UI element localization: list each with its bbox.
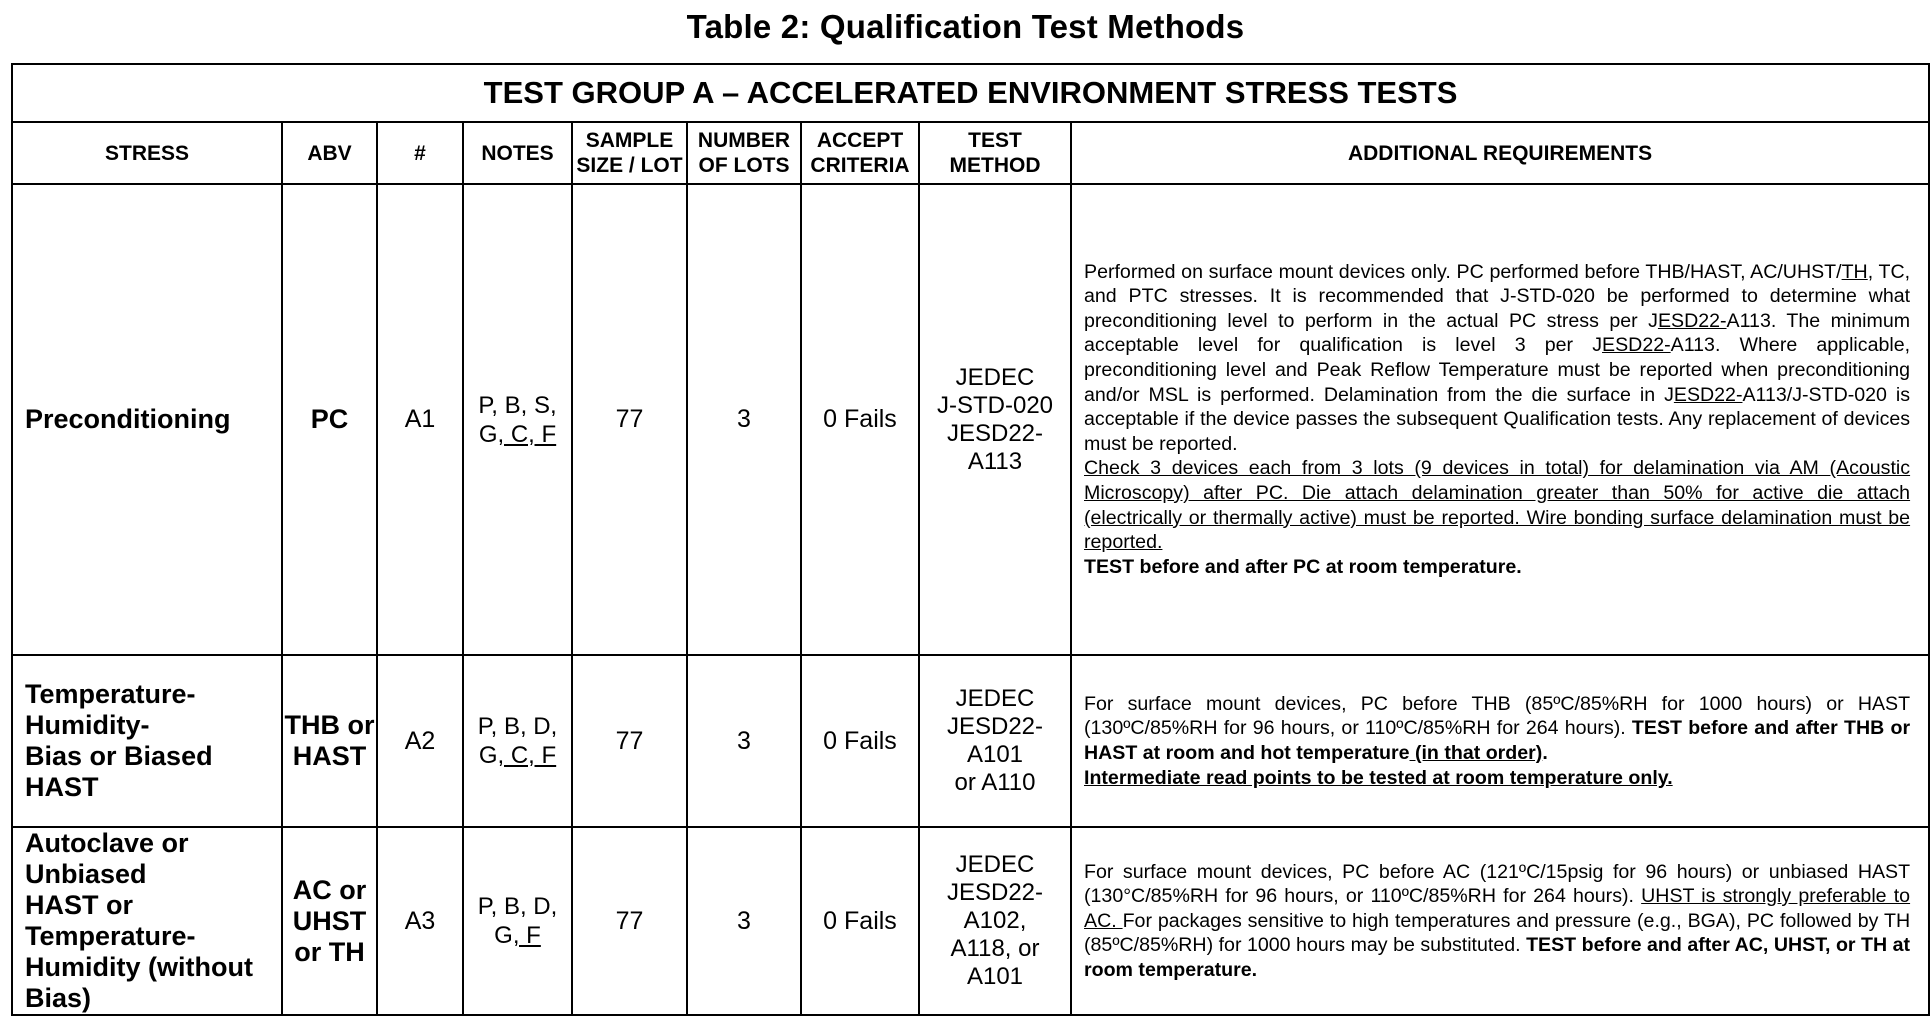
notes-underlined: , C, F bbox=[497, 420, 557, 448]
req-text: For packages sensitive to high temperatures and pressure (e.g., BGA), PC followed by TH (85ºC/85%RH) for 1000 hours may be substituted. bbox=[1084, 909, 1911, 957]
req-text: , TC, and PTC stresses. It is recommended that J-STD-020 be performed to determine what preconditioning level to perform in the actual PC stress per J bbox=[1084, 260, 1911, 332]
sample-size-cell: 77 bbox=[572, 827, 687, 1015]
req-text-underlined: UHST is strongly preferable to AC. bbox=[1084, 885, 1911, 932]
requirements-paragraph bbox=[1084, 692, 1910, 766]
stress-cell: Temperature-Humidity- Bias or Biased HAST bbox=[12, 655, 282, 827]
lots-cell: 3 bbox=[687, 655, 801, 827]
lots-cell: 3 bbox=[687, 827, 801, 1015]
header-test-method: TEST METHOD bbox=[919, 122, 1071, 184]
req-text: A113. The minimum acceptable level for qualification is level 3 per J bbox=[1084, 309, 1911, 357]
table-caption: Table 2: Qualification Test Methods bbox=[686, 8, 1245, 45]
req-text-underlined: TH bbox=[1841, 260, 1868, 283]
req-text: Performed on surface mount devices only. PC performed before THB/HAST, AC/UHST/ bbox=[1084, 260, 1842, 283]
abv-cell: AC or UHST or TH bbox=[282, 827, 377, 1015]
header-abv: ABV bbox=[282, 122, 377, 184]
requirements-paragraph bbox=[1084, 260, 1910, 457]
table-row bbox=[12, 655, 1929, 827]
notes-line: G bbox=[494, 922, 513, 949]
stress-cell: Autoclave or Unbiased HAST or Temperature- Humidity (without Bias) bbox=[12, 827, 282, 1015]
test-number-cell: A3 bbox=[377, 827, 463, 1015]
header-sample-size: SAMPLE SIZE / LOT bbox=[572, 122, 687, 184]
group-title-row bbox=[12, 64, 1929, 122]
req-text-bold: TEST before and after AC, UHST, or TH at room temperature. bbox=[1084, 934, 1911, 981]
test-number-cell: A2 bbox=[377, 655, 463, 827]
table-row bbox=[12, 184, 1929, 655]
abv-cell: PC bbox=[282, 184, 377, 655]
requirements-paragraph bbox=[1084, 860, 1910, 983]
test-method-cell: JEDEC JESD22-A101 or A110 bbox=[919, 655, 1071, 827]
test-method-cell: JEDEC JESD22-A102, A118, or A101 bbox=[919, 827, 1071, 1015]
header-accept-criteria: ACCEPT CRITERIA bbox=[801, 122, 919, 184]
notes-cell bbox=[463, 184, 572, 655]
notes-line: P, B, D, bbox=[477, 713, 558, 740]
req-text-bold: . bbox=[1542, 742, 1548, 764]
req-text-underlined: ESD22- bbox=[1602, 334, 1671, 357]
table-row bbox=[12, 827, 1929, 1015]
req-text-bold: TEST before and after THB or HAST at room and hot temperature bbox=[1084, 717, 1911, 764]
req-text-underlined: ESD22- bbox=[1673, 383, 1743, 406]
req-text: For surface mount devices, PC before AC (121ºC/15psig for 96 hours) or unbiased HAST (130°C/85%RH for 96 hours, or 110ºC/85%RH for 264 hours). bbox=[1084, 860, 1911, 908]
additional-requirements-cell bbox=[1071, 184, 1929, 655]
abv-cell: THB or HAST bbox=[282, 655, 377, 827]
header-notes: NOTES bbox=[463, 122, 572, 184]
lots-cell: 3 bbox=[687, 184, 801, 655]
notes-line: G bbox=[478, 742, 498, 769]
req-text: A113/J-STD-020 is acceptable if the device passes the subsequent Qualification tests. Any replacement of devices must be reported. bbox=[1084, 383, 1911, 455]
req-text: A113. Where applicable, preconditioning level and Peak Reflow Temperature must be reported when preconditioning and/or MSL is performed. Delamination from the die surface in J bbox=[1084, 334, 1911, 406]
req-text-bold-underlined: (in that order) bbox=[1409, 742, 1543, 764]
accept-criteria-cell: 0 Fails bbox=[801, 184, 919, 655]
req-text-underlined: ESD22- bbox=[1657, 309, 1727, 332]
requirements-paragraph-bold: TEST before and after PC at room temperature. bbox=[1084, 555, 1522, 578]
qualification-test-table bbox=[11, 63, 1930, 1016]
notes-underlined: , C, F bbox=[497, 742, 557, 769]
header-row bbox=[12, 122, 1929, 184]
header-stress: STRESS bbox=[12, 122, 282, 184]
test-method-cell: JEDEC J-STD-020 JESD22-A113 bbox=[919, 184, 1071, 655]
additional-requirements-cell bbox=[1071, 827, 1929, 1015]
notes-line: G bbox=[478, 420, 498, 448]
header-number: # bbox=[377, 122, 463, 184]
sample-size-cell: 77 bbox=[572, 184, 687, 655]
notes-cell bbox=[463, 827, 572, 1015]
group-title: TEST GROUP A – ACCELERATED ENVIRONMENT STRESS TESTS bbox=[12, 64, 1929, 122]
accept-criteria-cell: 0 Fails bbox=[801, 655, 919, 827]
requirements-paragraph-bold-underlined: Intermediate read points to be tested at room temperature only. bbox=[1084, 766, 1673, 789]
req-text: For surface mount devices, PC before THB (85ºC/85%RH for 1000 hours) or HAST (130ºC/85%RH for 96 hours, or 110ºC/85%RH for 264 hours). bbox=[1084, 692, 1911, 740]
notes-cell bbox=[463, 655, 572, 827]
notes-underlined: , F bbox=[512, 922, 541, 949]
header-number-of-lots: NUMBER OF LOTS bbox=[687, 122, 801, 184]
sample-size-cell: 77 bbox=[572, 655, 687, 827]
notes-line: P, B, S, bbox=[478, 391, 557, 419]
header-additional-requirements: ADDITIONAL REQUIREMENTS bbox=[1071, 122, 1929, 184]
accept-criteria-cell: 0 Fails bbox=[801, 827, 919, 1015]
stress-cell: Preconditioning bbox=[12, 184, 282, 655]
requirements-paragraph-underlined: Check 3 devices each from 3 lots (9 devices in total) for delamination via AM (Acoustic Microscopy) after PC. Die attach delamination greater than 50% for active die attach (electrically or thermally active) must be reported. Wire bonding surface delamination must be reported. bbox=[1084, 457, 1911, 554]
notes-line: P, B, D, bbox=[477, 893, 558, 920]
test-number-cell: A1 bbox=[377, 184, 463, 655]
additional-requirements-cell bbox=[1071, 655, 1929, 827]
